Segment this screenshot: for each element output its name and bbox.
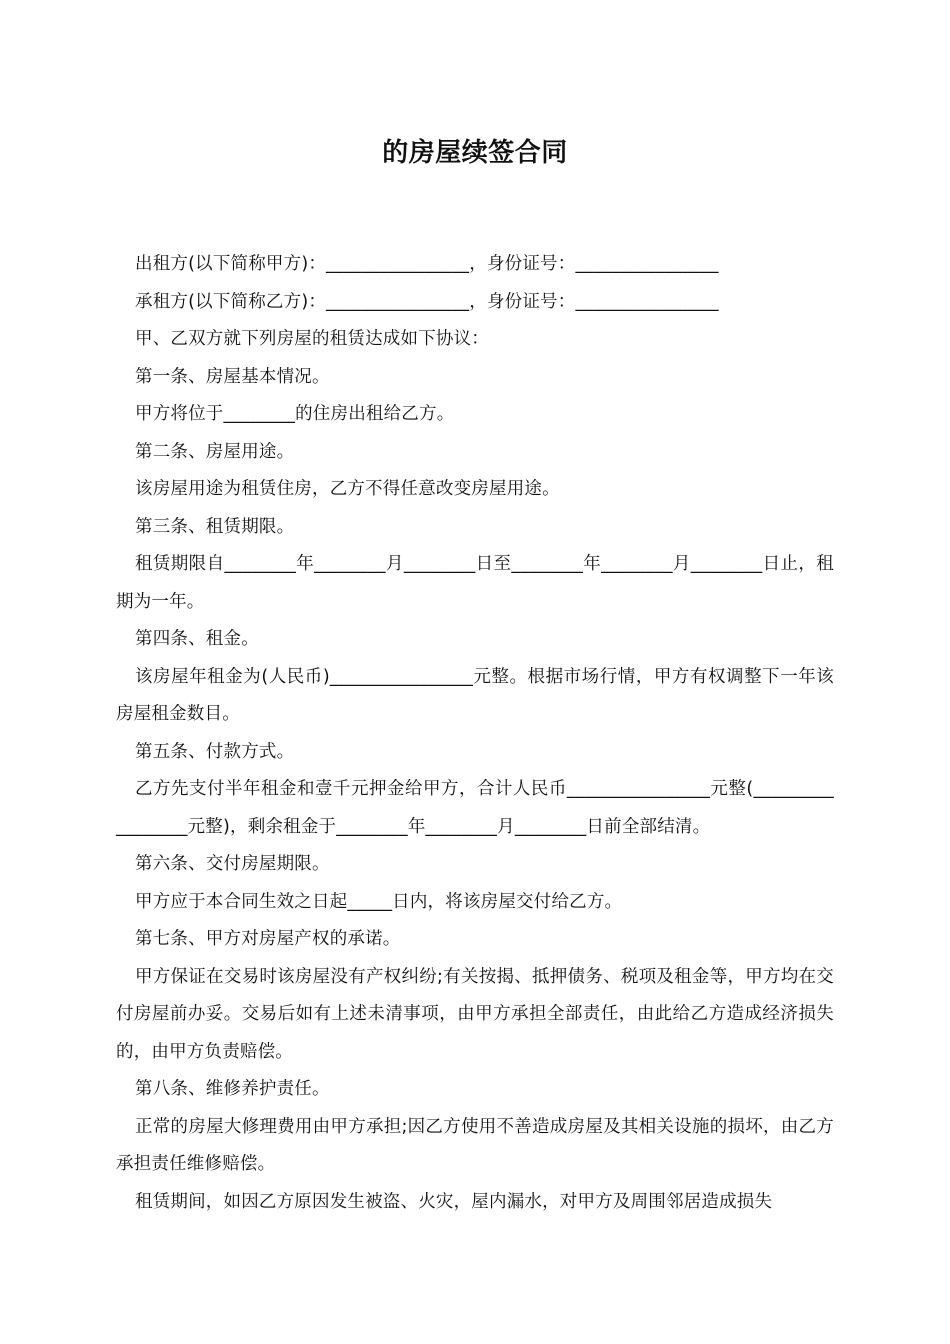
article-4-heading: 第四条、租金。	[135, 629, 259, 649]
article-7-text: 甲方保证在交易时该房屋没有产权纠纷;有关按揭、抵押债务、税项及租金等，甲方均在交付房屋前办妥。交易后如有上述未清事项，由甲方承担全部责任，由此给乙方造成经济损失的，由甲方负责赔偿。	[116, 966, 834, 1062]
article-5-heading: 第五条、付款方式。	[135, 741, 295, 762]
article-8-text-continued: 租赁期间，如因乙方原因发生被盗、火灾，屋内漏水，对甲方及周围邻居造成损失	[135, 1191, 773, 1212]
article-2-heading: 第二条、房屋用途。	[135, 441, 295, 462]
article-6-heading: 第六条、交付房屋期限。	[135, 854, 330, 874]
article-3-heading: 第三条、租赁期限。	[135, 516, 295, 537]
article-3-text: 租赁期限自________年________月________日至________年________月________日止，租期为一年。	[116, 554, 834, 612]
article-6-text: 甲方应于本合同生效之日起_____日内，将该房屋交付给乙方。	[135, 891, 623, 912]
article-1-heading: 第一条、房屋基本情况。	[135, 366, 330, 387]
document-title: 的房屋续签合同	[382, 138, 568, 168]
article-7-heading: 第七条、甲方对房屋产权的承诺。	[135, 929, 401, 949]
document-body	[116, 246, 834, 1221]
agreement-intro: 甲、乙双方就下列房屋的租赁达成如下协议：	[135, 329, 489, 349]
article-8-heading: 第八条、维修养护责任。	[135, 1079, 330, 1099]
article-4-text: 该房屋年租金为(人民币)________________元整。根据市场行情，甲方有权调整下一年该房屋租金数目。	[116, 666, 834, 724]
lessee-line: 承租方(以下简称乙方)：________________，身份证号：________________	[135, 291, 719, 312]
lessor-line: 出租方(以下简称甲方)：________________，身份证号：________________	[135, 254, 719, 274]
article-2-text: 该房屋用途为租赁住房，乙方不得任意改变房屋用途。	[135, 479, 560, 499]
article-1-text: 甲方将位于________的住房出租给乙方。	[135, 404, 455, 424]
article-8-text: 正常的房屋大修理费用由甲方承担;因乙方使用不善造成房屋及其相关设施的损坏，由乙方承担责任维修赔偿。	[116, 1116, 834, 1174]
article-5-text: 乙方先支付半年租金和壹千元押金给甲方，合计人民币________________元整(_________________元整)，剩余租金于________年________月________日前全部结清。	[116, 779, 834, 837]
